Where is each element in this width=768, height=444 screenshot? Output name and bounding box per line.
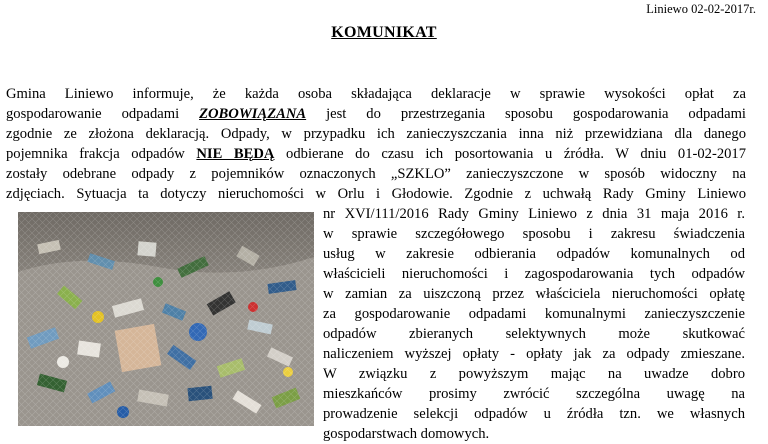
text-run: gospodarowanie odpadami: [6, 106, 200, 122]
paragraph-line: Gmina Liniewo informuje, że każda osoba składająca deklaracje w sprawie wysokości opłat za: [6, 86, 746, 102]
paragraph-line: W związku z powyższym mając na uwadze dobro: [323, 366, 745, 382]
paragraph-line: odpadów zbieranych selektywnych może skutkować: [323, 326, 745, 342]
paragraph-line: w zamian za uiszczoną przez właściciela nieruchomości opłatę: [323, 286, 745, 302]
paragraph-line: usług w zakresie odbierania odpadów komunalnych od: [323, 246, 745, 262]
paragraph-line: naliczeniem wyższej opłaty - opłaty jak za odpady zmieszane.: [323, 346, 745, 362]
paragraph-line: zdjęciach. Sytuacja ta dotyczy nieruchomości w Orlu i Głodowie. Zgodnie z uchwałą Rady Gminy Liniewo: [6, 186, 746, 202]
document-date: Liniewo 02-02-2017r.: [646, 2, 756, 16]
paragraph-line: właścicieli nieruchomości i zagospodarowania tych odpadów: [323, 266, 745, 282]
paragraph-line: w sprawie szczegółowego sposobu i zakresu świadczenia: [323, 226, 745, 242]
paragraph-line: gospodarstwach domowych.: [323, 426, 490, 442]
paragraph-line: mieszkańców prosimy zwrócić szczególna uwagę na: [323, 386, 745, 402]
paragraph-line: [6, 104, 746, 124]
text-run: jest do przestrzegania sposobu gospodarowania odpadami: [306, 106, 746, 122]
emphasis-will-not-be: NIE BĘDĄ: [196, 146, 275, 162]
paragraph-line: prowadzenie selekcji odpadów u źródła tzn. we własnych: [323, 406, 745, 422]
waste-pile-photo: [18, 212, 314, 426]
emphasis-obligated: ZOBOWIĄZANA: [199, 106, 307, 122]
paragraph-line: zgodnie ze złożona deklaracją. Odpady, w przypadku ich zanieczyszczania inna niż przewidziana dla danego: [6, 126, 746, 142]
page-title: KOMUNIKAT: [331, 24, 437, 41]
paragraph-line: [6, 144, 746, 164]
paragraph-line: nr XVI/111/2016 Rady Gminy Liniewo z dnia 31 maja 2016 r.: [323, 206, 745, 222]
paragraph-line: za gospodarowanie odpadami komunalnymi zanieczyszczenie: [323, 306, 745, 322]
paragraph-line: zostały odebrane odpady z pojemników oznaczonych „SZKLO” zanieczyszczone w sposób widoczny na: [6, 166, 746, 182]
text-run: odbierane do czasu ich posortowania u źródła. W dniu 01-02-2017: [274, 146, 747, 162]
text-run: pojemnika frakcja odpadów: [6, 146, 197, 162]
